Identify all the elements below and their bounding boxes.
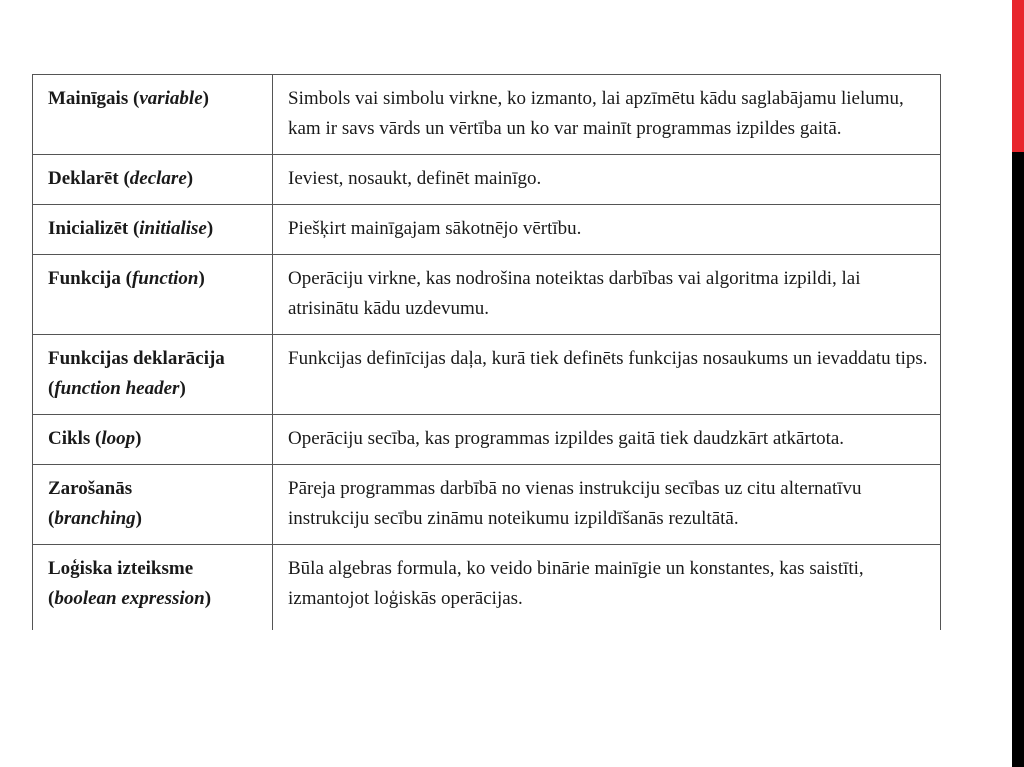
term-cell: Loģiska izteiksme (boolean expression) [33,545,273,631]
term-en: branching [54,508,136,529]
term-cell: Inicializēt (initialise) [33,205,273,255]
glossary-row [33,155,941,205]
term-lv: Funkcijas deklarācija [48,348,225,369]
definition-cell: Būla algebras formula, ko veido binārie mainīgie un konstantes, kas saistīti, izmantojot loģiskās operācijas. [273,545,941,631]
definition-cell: Funkcijas definīcijas daļa, kurā tiek definēts funkcijas nosaukums un ievaddatu tips. [273,335,941,415]
term-en: loop [101,428,136,449]
glossary-row [33,255,941,335]
definition-cell: Operāciju virkne, kas nodrošina noteiktas darbības vai algoritma izpildi, lai atrisinātu kādu uzdevumu. [273,255,941,335]
definition-cell: Simbols vai simbolu virkne, ko izmanto, lai apzīmētu kādu saglabājamu lielumu, kam ir savs vārds un vērtība un ko var mainīt programmas izpildes gaitā. [273,75,941,155]
definition-cell: Piešķirt mainīgajam sākotnējo vērtību. [273,205,941,255]
term-cell: Cikls (loop) [33,415,273,465]
glossary-table [32,74,941,630]
term-en: declare [129,168,187,189]
glossary-body [33,75,941,631]
term-lv: Zarošanās [48,478,133,499]
term-lv: Deklarēt [48,168,119,189]
glossary-row [33,205,941,255]
term-en: boolean expression [54,588,205,609]
glossary-row [33,335,941,415]
definition-cell: Ieviest, nosaukt, definēt mainīgo. [273,155,941,205]
term-cell: Deklarēt (declare) [33,155,273,205]
term-cell: Funkcija (function) [33,255,273,335]
glossary-row [33,465,941,545]
term-lv: Funkcija [48,268,121,289]
accent-bar [1012,0,1024,767]
term-cell: Mainīgais (variable) [33,75,273,155]
definition-cell: Pāreja programmas darbībā no vienas instrukciju secības uz citu alternatīvu instrukciju secību zināmu noteikumu izpildīšanās rezultātā. [273,465,941,545]
term-cell: Funkcijas deklarācija (function header) [33,335,273,415]
term-en: variable [139,88,203,109]
definition-cell: Operāciju secība, kas programmas izpildes gaitā tiek daudzkārt atkārtota. [273,415,941,465]
glossary-row [33,415,941,465]
term-lv: Loģiska izteiksme [48,558,194,579]
glossary-row [33,545,941,631]
glossary-row [33,75,941,155]
term-cell: Zarošanās (branching) [33,465,273,545]
term-en: function [131,268,199,289]
term-lv: Cikls [48,428,91,449]
accent-bar-dark-segment [1012,152,1024,767]
term-lv: Inicializēt [48,218,129,239]
term-lv: Mainīgais [48,88,129,109]
term-en: function header [54,378,180,399]
term-en: initialise [139,218,207,239]
